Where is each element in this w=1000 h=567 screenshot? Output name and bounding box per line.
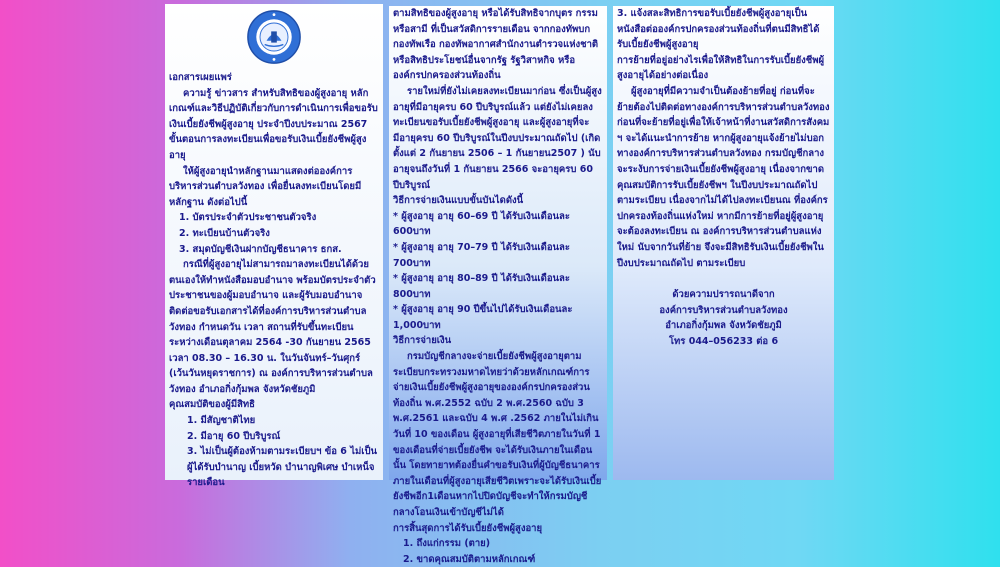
rate-item: * ผู้สูงอายุ อายุ 70–79 ปี ได้รับเงินเดือนละ 700บาท [393,241,570,269]
heading-payment-method: วิธีการจ่ายเงิน [393,335,452,347]
paragraph-continued: ตามสิทธิของผู้สูงอายุ หรือได้รับสิทธิจากบุตร กรรมหรือสามี ที่เป็นสวัสดิการรายเดือน จากกองทัพบก กองทัพเรือ กองทัพอากาศสำนักงานตำรวจแห่งชาติ หรือสิทธิประโยชน์อื่นจากรัฐ รัฐวิสาหกิจ หรือ องค์กรปกครองส่วนท้องถิ่น [393,8,599,82]
heading-publication: เอกสารเผยแพร่ [169,72,232,83]
paragraph-waiver: 3. แจ้งสละสิทธิการขอรับเบี้ยยังชีพผู้สูงอายุเป็นหนังสือต่อองค์กรปกครองส่วนท้องถิ่นที่ตนมีสิทธิได้รับเบี้ยยังชีพผู้สูงอายุ [617,8,820,51]
list-item: 1. มีสัญชาติไทย [187,415,256,427]
list-item: 2. ขาดคุณสมบัติตามหลักเกณฑ์ [403,553,536,565]
heading-relocation: การย้ายที่อยู่อย่างไรเพื่อให้สิทธิในการรับเบี้ยยังชีพผู้สูงอายุได้อย่างต่อเนื่อง [617,54,825,82]
list-item: 3. ไม่เป็นผู้ต้องห้ามตามระเบียบฯ ข้อ 6 ไม่เป็นผู้ได้รับบำนาญ เบี้ยหวัด บำนาญพิเศษ บำเหน็จรายเดือน [187,446,377,489]
paragraph-intro: ความรู้ ข่าวสาร สำหรับสิทธิของผู้สูงอายุ หลักเกณฑ์และวิธีปฏิบัติเกี่ยวกับการดำเนินการเพื่อขอรับเงินเบี้ยยังชีพผู้สูงอายุ ประจำปีงบประมาณ 2567 ขั้นตอนการลงทะเบียนเพื่อขอรับเงินเบี้ยยังชีพผู้สูงอายุ [169,87,378,161]
signature-line: องค์การบริหารส่วนตำบลวังทอง [659,304,788,316]
column-2 [389,6,607,565]
rate-item: * ผู้สูงอายุ อายุ 60–69 ปี ได้รับเงินเดือนละ 600บาท [393,210,570,238]
column-1 [165,4,383,489]
paragraph-new-applicants: รายใหม่ที่ยังไม่เคยลงทะเบียนมาก่อน ซึ่งเป็นผู้สูงอายุที่มีอายุครบ 60 ปีบริบูรณ์แล้ว แต่ยังไม่เคยลงทะเบียนขอรับเบี้ยยังชีพผู้สูงอายุ และผู้สูงอายุที่จะมีอายุครบ 60 ปีบริบูรณ์ในปีงบประมาณถัดไป (เกิดตั้งแต่ 2 กันยายน 2506 – 1 กันยายน2507 ) นับอายุจนถึงวันที่ 1 กันยายน 2566 จะอายุครบ 60 ปีบริบูรณ์ [393,85,602,191]
paragraph-payment: กรมบัญชีกลางจะจ่ายเบี้ยยังชีพผู้สูงอายุตามระเบียบกระทรวงมหาดไทยว่าด้วยหลักเกณฑ์การจ่ายเงินเบี้ยยังชีพผู้สูงอายุขององค์กรปกครองส่วนท้องถิ่น พ.ศ.2552 ฉบับ 2 พ.ศ.2560 ฉบับ 3 พ.ศ.2561 และฉบับ 4 พ.ศ .2562 ภายในไม่เกินวันที่ 10 ของเดือน ผู้สูงอายุที่เสียชีวิตภายในวันที่ 1 ของเดือนที่จ่ายเบี้ยยังชีพ จะได้รับเงินภายในเดือนนั้น โดยทายาทต้องยื่นคำขอรับเงินที่ผู้บัญชีธนาคาร ภายในเดือนที่ผู้สูงอายุเสียชีวิตเพราะจะได้รับเงินเบี้ยยังชีพอีก1เดือนหากไปปิดบัญชีจะทำให้กรมบัญชีกลางโอนเงินเข้าบัญชีไม่ได้ [393,351,602,518]
heading-termination: การสิ้นสุดการได้รับเบี้ยยังชีพผู้สูงอายุ [393,522,543,534]
paragraph-proxy: กรณีที่ผู้สูงอายุไม่สามารถมาลงทะเบียนได้ด้วยตนเองให้ทำหนังสือมอบอำนาจ พร้อมบัตรประจำตัวประชาชนของผู้มอบอำนาจ และผู้รับมอบอำนาจ ติดต่อขอรับเอกสารได้ที่องค์การบริหารส่วนตำบลวังทอง กำหนดวัน เวลา สถานที่รับขึ้นทะเบียน ระหว่างเดือนตุลาคม 2564 -30 กันยายน 2565 เวลา 08.30 – 16.30 น. ในวันจันทร์–วันศุกร์ (เว้นวันหยุดราชการ) ณ องค์การบริหารส่วนตำบลวังทอง อำเภอกิ่งกุ้มพล จังหวัดชัยภูมิ [169,259,376,395]
heading-qualifications: คุณสมบัติของผู้มีสิทธิ [169,399,255,411]
paragraph-relocation: ผู้สูงอายุที่มีความจำเป็นต้องย้ายที่อยู่ ก่อนที่จะย้ายต้องไปติดต่อทางองค์การบริหารส่วนตำบลวังทอง ก่อนที่จะย้ายที่อยู่เพื่อให้เจ้าหน้าที่งานสวัสดิการสังคม ฯ จะได้แนะนำการย้าย หากผู้สูงอายุแจ้งย้ายไม่บอกทางองค์การบริหารส่วนตำบลวังทอง กรมบัญชีกลางจะระงับการจ่ายเงินเบี้ยยังชีพผู้สูงอายุ เนื่องจากขาดคุณสมบัติการรับเบี้ยยังชีพฯ ในปีงบประมาณถัดไปตามระเบียบ เนื่องจากไม่ได้ไปลงทะเบียนณ ที่องค์กรปกครองท้องถิ่นแห่งใหม่ หากมีการย้ายที่อยู่ผู้สูงอายุจะต้องลงทะเบียน ณ องค์การบริหารส่วนตำบลแห่งใหม่ นับจากวันที่ย้าย จึงจะมีสิทธิรับเงินเบี้ยยังชีพในปีงบประมาณถัดไป ตามระเบียบ [617,85,830,269]
list-item: 2. มีอายุ 60 ปีบริบูรณ์ [187,430,281,442]
column-3 [613,6,834,480]
list-item: 2. ทะเบียนบ้านตัวจริง [179,227,270,239]
heading-rates: วิธีการจ่ายเงินแบบขั้นบันไดดังนี้ [393,195,524,207]
signature-line: ด้วยความปรารถนาดีจาก [672,289,775,301]
logo-area [165,4,383,70]
rate-item: * ผู้สูงอายุ อายุ 80–89 ปี ได้รับเงินเดือนละ 800บาท [393,273,570,300]
list-item: 3. สมุดบัญชีเงินฝากบัญชีธนาคาร ธกส. [179,243,342,255]
contact-phone: โทร 044–056233 ต่อ 6 [668,335,779,347]
list-item: 1. บัตรประจำตัวประชาชนตัวจริง [179,212,317,224]
seal-logo [246,9,302,65]
paragraph-evidence: ให้ผู้สูงอายุนำหลักฐานมาแสดงต่อองค์การบริหารส่วนตำบลวังทอง เพื่อยื่นลงทะเบียนโดยมีหลักฐาน ดังต่อไปนี้ [169,165,362,208]
rate-item: * ผู้สูงอายุ อายุ 90 ปีขึ้นไปได้รับเงินเดือนละ 1,000บาท [393,304,573,331]
signature-line: อำเภอกิ่งกุ้มพล จังหวัดชัยภูมิ [665,320,782,332]
list-item: 1. ถึงแก่กรรม (ตาย) [403,538,491,550]
